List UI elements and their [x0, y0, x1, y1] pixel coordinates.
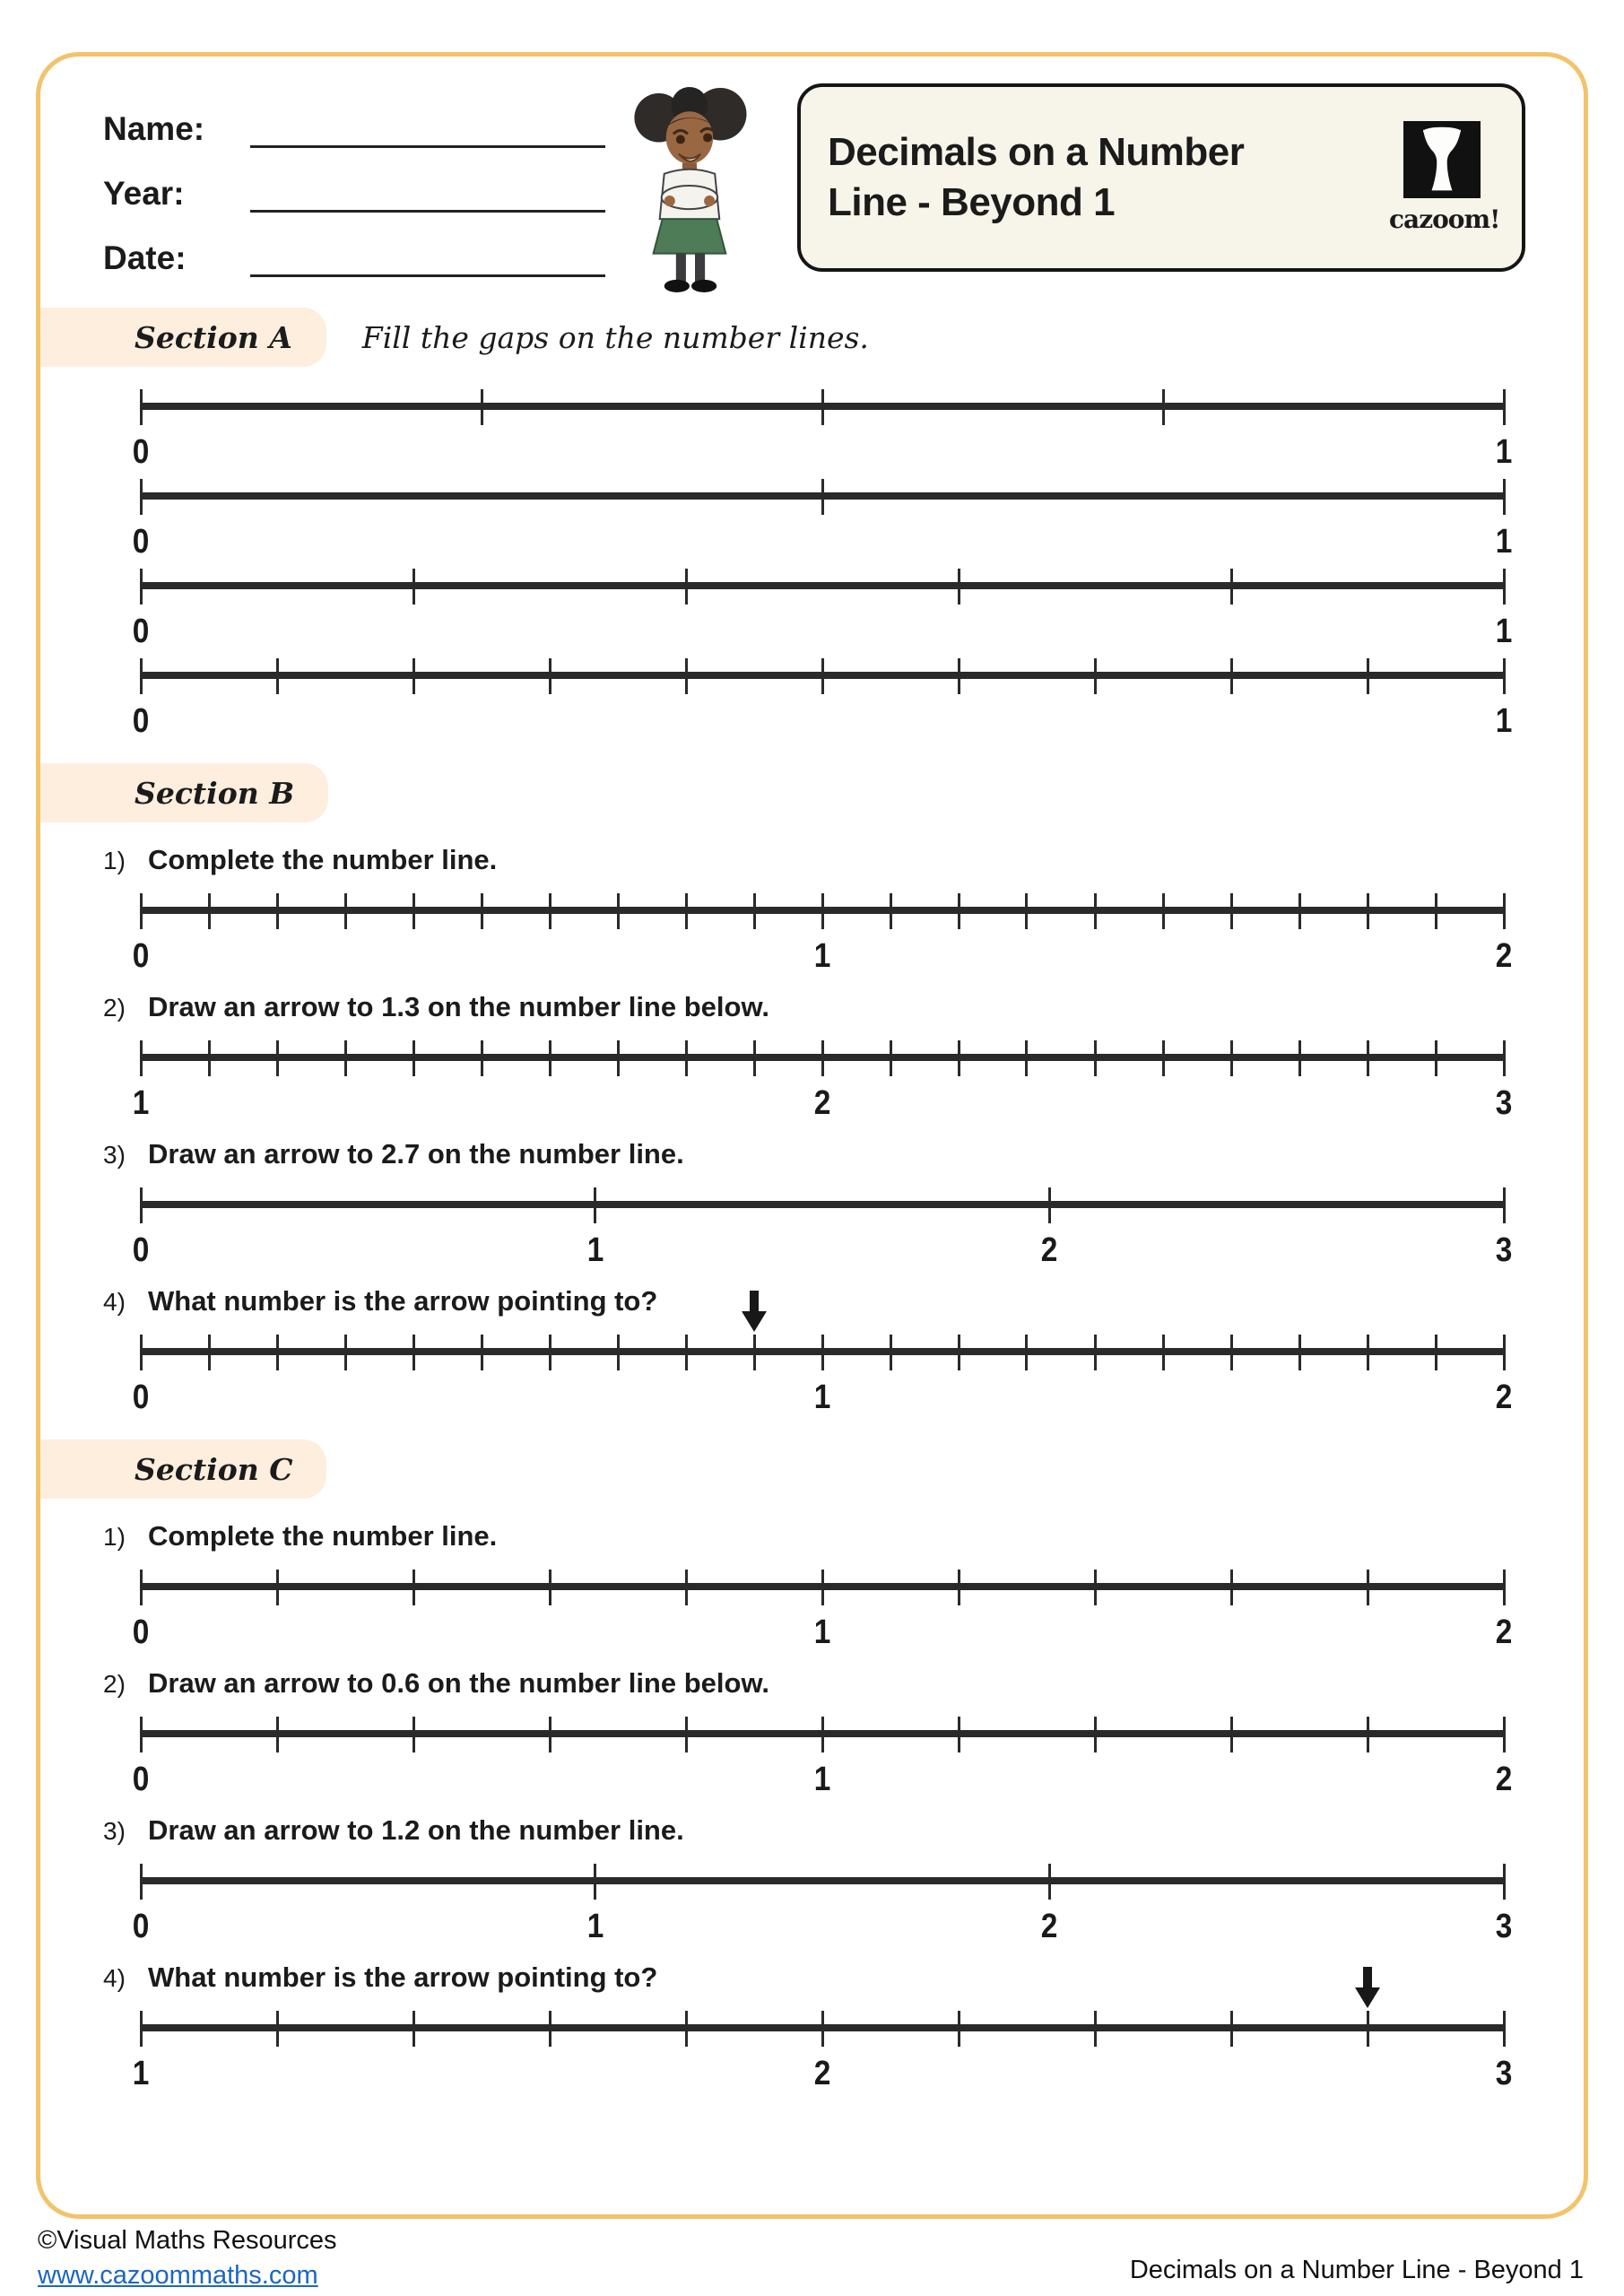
tick-mark — [140, 1040, 143, 1076]
tick-mark — [140, 1335, 143, 1370]
name-blank-line — [250, 111, 605, 148]
number-line-bar — [141, 1201, 1504, 1208]
tick-mark — [1367, 1040, 1369, 1076]
tick-mark — [1230, 1717, 1233, 1752]
section-header-row — [103, 1439, 1525, 1499]
tick-mark — [1503, 893, 1506, 929]
tick-mark — [1367, 1717, 1369, 1752]
tick-mark — [685, 658, 688, 694]
tick-label: 1 — [813, 1761, 831, 1798]
tick-mark — [617, 1335, 620, 1370]
tick-label: 2 — [1041, 1908, 1058, 1945]
tick-mark — [140, 479, 143, 515]
date-label: Date: — [103, 239, 187, 276]
tick-mark — [1094, 1040, 1097, 1076]
tick-mark — [549, 658, 551, 694]
tick-mark — [1048, 1187, 1051, 1223]
tick-mark — [1503, 389, 1506, 425]
name-field — [103, 110, 605, 148]
number-line — [132, 555, 1513, 650]
tick-mark — [753, 1040, 756, 1076]
tick-mark — [617, 1040, 620, 1076]
question-row — [103, 1961, 1525, 1997]
tick-mark — [958, 2011, 960, 2047]
tick-mark — [1162, 893, 1165, 929]
tick-mark — [1230, 1570, 1233, 1605]
tick-mark — [1298, 893, 1301, 929]
tick-mark — [549, 1717, 551, 1752]
question-row — [103, 1520, 1525, 1556]
tick-mark — [276, 1335, 279, 1370]
tick-label: 2 — [1495, 937, 1513, 975]
number-line — [132, 1556, 1513, 1651]
tick-mark — [685, 1717, 688, 1752]
tick-mark — [481, 893, 483, 929]
tick-label: 0 — [132, 613, 150, 650]
tick-mark — [821, 1717, 824, 1752]
tick-label: 1 — [813, 937, 831, 975]
tick-mark — [413, 1335, 415, 1370]
tick-mark — [276, 2011, 279, 2047]
tick-mark — [685, 1335, 688, 1370]
tick-mark — [821, 893, 824, 929]
number-line — [132, 1850, 1513, 1945]
tick-mark — [1503, 479, 1506, 515]
tick-mark — [1094, 1335, 1097, 1370]
tick-mark — [208, 1040, 211, 1076]
tick-label: 0 — [132, 433, 150, 471]
tick-mark — [958, 1335, 960, 1370]
tick-mark — [821, 389, 824, 425]
number-line — [132, 1703, 1513, 1798]
tick-mark — [1298, 1040, 1301, 1076]
tick-mark — [140, 658, 143, 694]
tick-mark — [890, 1335, 892, 1370]
tick-mark — [821, 479, 824, 515]
tick-mark — [1435, 1335, 1437, 1370]
cazoom-wordmark: cazoom! — [1389, 204, 1500, 234]
tick-label: 3 — [1495, 1231, 1513, 1269]
tick-label: 3 — [1495, 1908, 1513, 1945]
tick-mark — [1162, 1335, 1165, 1370]
tick-mark — [413, 658, 415, 694]
tick-mark — [594, 1187, 596, 1223]
tick-mark — [276, 1717, 279, 1752]
tick-label: 0 — [132, 1231, 150, 1269]
year-blank-line — [250, 176, 605, 213]
tick-mark — [344, 893, 347, 929]
tick-mark — [685, 1570, 688, 1605]
tick-mark — [208, 1335, 211, 1370]
tick-label: 1 — [1495, 702, 1513, 740]
tick-mark — [276, 1040, 279, 1076]
tick-label: 1 — [1495, 523, 1513, 561]
question-text: Draw an arrow to 1.2 on the number line. — [148, 1814, 684, 1846]
question-row — [103, 1814, 1525, 1850]
date-field — [103, 239, 605, 277]
tick-mark — [1367, 893, 1369, 929]
tick-mark — [821, 1335, 824, 1370]
question-text: Complete the number line. — [148, 844, 498, 875]
tick-mark — [140, 569, 143, 604]
question-number: 1) — [103, 1523, 126, 1551]
question-row — [103, 844, 1525, 880]
tick-mark — [958, 1717, 960, 1752]
number-line — [132, 1027, 1513, 1122]
tick-label: 3 — [1495, 2055, 1513, 2092]
tick-mark — [685, 893, 688, 929]
tick-mark — [140, 389, 143, 425]
tick-mark — [1230, 1335, 1233, 1370]
tick-mark — [413, 1570, 415, 1605]
title-box — [797, 83, 1525, 272]
number-line — [132, 1321, 1513, 1416]
tick-mark — [413, 1717, 415, 1752]
tick-mark — [413, 1040, 415, 1076]
tick-mark — [1367, 1335, 1369, 1370]
tick-label: 0 — [132, 937, 150, 975]
question-row — [103, 1138, 1525, 1174]
arrow-down-icon — [739, 1291, 769, 1334]
tick-label: 2 — [1041, 1231, 1058, 1269]
tick-label: 2 — [813, 1084, 831, 1122]
number-line — [132, 645, 1513, 740]
tick-mark — [1094, 1570, 1097, 1605]
tick-mark — [1435, 893, 1437, 929]
tick-mark — [481, 1335, 483, 1370]
title-line-1: Decimals on a Number — [828, 130, 1245, 174]
page-footer — [38, 2226, 1584, 2289]
tick-label: 0 — [132, 1761, 150, 1798]
question-number: 1) — [103, 847, 126, 874]
tick-mark — [1094, 2011, 1097, 2047]
tick-mark — [140, 893, 143, 929]
number-line-bar — [141, 582, 1504, 589]
tick-mark — [1503, 1717, 1506, 1752]
tick-mark — [890, 893, 892, 929]
tick-mark — [1025, 893, 1028, 929]
name-label: Name: — [103, 110, 205, 147]
year-field — [103, 175, 605, 213]
tick-label: 0 — [132, 1908, 150, 1945]
tick-mark — [958, 569, 960, 604]
section-header-row — [103, 308, 1525, 367]
question-text: Complete the number line. — [148, 1520, 498, 1552]
tick-mark — [821, 1570, 824, 1605]
question-number: 2) — [103, 994, 126, 1022]
tick-mark — [276, 1570, 279, 1605]
tick-label: 2 — [813, 2055, 831, 2092]
tick-label: 0 — [132, 1613, 150, 1651]
question-row — [103, 991, 1525, 1027]
tick-mark — [594, 1864, 596, 1900]
tick-mark — [1230, 658, 1233, 694]
student-fields — [103, 83, 605, 304]
tick-mark — [344, 1335, 347, 1370]
tick-mark — [890, 1040, 892, 1076]
tick-mark — [1094, 658, 1097, 694]
tick-mark — [821, 2011, 824, 2047]
arrow-down-icon — [1352, 1967, 1383, 2010]
tick-mark — [413, 2011, 415, 2047]
number-line — [132, 465, 1513, 561]
tick-mark — [1230, 1040, 1233, 1076]
worksheet-header — [103, 83, 1525, 297]
tick-mark — [821, 1040, 824, 1076]
tick-label: 1 — [1495, 433, 1513, 471]
question-text: Draw an arrow to 0.6 on the number line below. — [148, 1667, 770, 1699]
tick-mark — [1094, 893, 1097, 929]
cazoom-logo — [1389, 121, 1500, 234]
tick-mark — [1230, 2011, 1233, 2047]
tick-label: 1 — [1495, 613, 1513, 650]
tick-mark — [140, 1717, 143, 1752]
number-line — [132, 376, 1513, 471]
question-number: 3) — [103, 1817, 126, 1845]
tick-label: 1 — [813, 1613, 831, 1651]
tick-mark — [1503, 1187, 1506, 1223]
copyright-text: ©Visual Maths Resources — [38, 2226, 337, 2255]
tick-label: 0 — [132, 702, 150, 740]
question-row — [103, 1285, 1525, 1321]
tick-mark — [276, 658, 279, 694]
tick-mark — [549, 893, 551, 929]
tick-mark — [958, 893, 960, 929]
tick-label: 2 — [1495, 1613, 1513, 1651]
year-label: Year: — [103, 175, 185, 212]
tick-mark — [1162, 1040, 1165, 1076]
tick-mark — [1298, 1335, 1301, 1370]
title-line-2: Line - Beyond 1 — [828, 180, 1116, 224]
section-header-row — [103, 763, 1525, 822]
tick-mark — [481, 389, 483, 425]
tick-mark — [685, 569, 688, 604]
tick-mark — [413, 569, 415, 604]
tick-mark — [549, 2011, 551, 2047]
question-text: Draw an arrow to 1.3 on the number line below. — [148, 991, 770, 1022]
tick-mark — [1503, 569, 1506, 604]
tick-mark — [1503, 1040, 1506, 1076]
tick-mark — [753, 893, 756, 929]
tick-mark — [1048, 1864, 1051, 1900]
date-blank-line — [250, 240, 605, 277]
worksheet-title — [828, 127, 1380, 228]
question-text: Draw an arrow to 2.7 on the number line. — [148, 1138, 684, 1170]
tick-mark — [1503, 1864, 1506, 1900]
tick-mark — [958, 1570, 960, 1605]
tick-mark — [1367, 658, 1369, 694]
page-content — [40, 57, 1584, 2214]
tick-mark — [1367, 1570, 1369, 1605]
tick-label: 0 — [132, 523, 150, 561]
tick-mark — [753, 1335, 756, 1370]
question-number: 2) — [103, 1670, 126, 1698]
section-heading-badge: Section A — [40, 308, 326, 367]
tick-mark — [685, 1040, 688, 1076]
tick-mark — [276, 893, 279, 929]
question-text: What number is the arrow pointing to? — [148, 1961, 658, 1993]
number-line — [132, 1174, 1513, 1269]
tick-mark — [1503, 1335, 1506, 1370]
tick-mark — [549, 1040, 551, 1076]
tick-mark — [140, 2011, 143, 2047]
tick-mark — [208, 893, 211, 929]
tick-mark — [1025, 1335, 1028, 1370]
tick-mark — [958, 1040, 960, 1076]
tick-mark — [140, 1187, 143, 1223]
footer-doc-title: Decimals on a Number Line - Beyond 1 — [1129, 2256, 1584, 2284]
tick-mark — [413, 893, 415, 929]
tick-mark — [617, 893, 620, 929]
cazoom-drum-icon — [1403, 121, 1481, 198]
tick-mark — [1094, 1717, 1097, 1752]
tick-label: 2 — [1495, 1761, 1513, 1798]
tick-mark — [958, 658, 960, 694]
number-line — [132, 880, 1513, 975]
tick-mark — [1503, 1570, 1506, 1605]
tick-mark — [140, 1570, 143, 1605]
tick-label: 2 — [1495, 1378, 1513, 1416]
tick-label: 1 — [586, 1908, 604, 1945]
section-heading-badge: Section B — [40, 763, 328, 822]
tick-mark — [1503, 658, 1506, 694]
section-instruction: Fill the gaps on the number lines. — [361, 319, 869, 355]
tick-mark — [549, 1570, 551, 1605]
tick-label: 1 — [813, 1378, 831, 1416]
question-row — [103, 1667, 1525, 1703]
question-number: 3) — [103, 1141, 126, 1169]
tick-mark — [481, 1040, 483, 1076]
tick-mark — [1435, 1040, 1437, 1076]
tick-label: 3 — [1495, 1084, 1513, 1122]
tick-mark — [1367, 2011, 1369, 2047]
section-heading-badge: Section C — [40, 1439, 326, 1499]
tick-mark — [1025, 1040, 1028, 1076]
tick-mark — [549, 1335, 551, 1370]
number-line-bar — [141, 1877, 1504, 1884]
tick-mark — [685, 2011, 688, 2047]
tick-label: 1 — [586, 1231, 604, 1269]
tick-label: 0 — [132, 1378, 150, 1416]
website-link[interactable]: www.cazoommaths.com — [38, 2261, 318, 2290]
question-number: 4) — [103, 1288, 126, 1316]
question-number: 4) — [103, 1964, 126, 1992]
tick-mark — [1503, 2011, 1506, 2047]
tick-mark — [344, 1040, 347, 1076]
tick-mark — [1230, 569, 1233, 604]
tick-mark — [140, 1864, 143, 1900]
tick-label: 1 — [132, 1084, 150, 1122]
question-text: What number is the arrow pointing to? — [148, 1285, 658, 1317]
mascot-girl-illustration — [623, 87, 765, 295]
sections-container — [103, 308, 1525, 2092]
tick-label: 1 — [132, 2055, 150, 2092]
number-line — [132, 1997, 1513, 2092]
tick-mark — [821, 658, 824, 694]
tick-mark — [1230, 893, 1233, 929]
tick-mark — [1162, 389, 1165, 425]
